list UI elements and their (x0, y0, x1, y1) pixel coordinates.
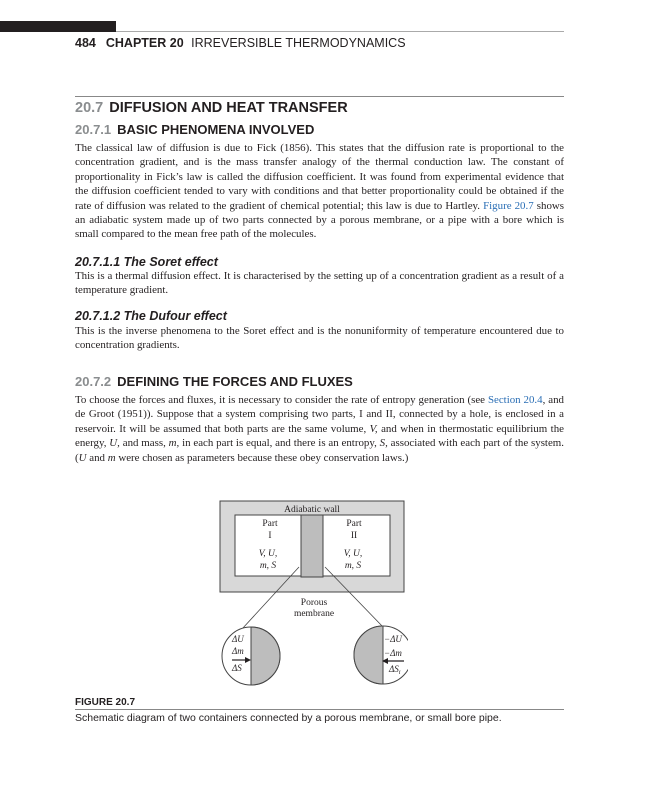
section-link[interactable]: Section 20.4 (487, 394, 543, 406)
section-number: 20.7 (75, 100, 104, 116)
part-1-number: I (268, 531, 272, 541)
soret-paragraph: This is a thermal diffusion effect. It is characterised by the setting up of a concentration gradient as a result of a temperature gradient. (75, 270, 564, 297)
chapter-number: CHAPTER 20 (105, 36, 184, 50)
porous-label-line-1: Porous (300, 598, 328, 608)
subsection-number-2: 20.7.2 (75, 374, 112, 389)
adiabatic-wall-label: Adiabatic wall (284, 505, 340, 515)
subsection-heading-1 (75, 122, 314, 137)
subsection-title-1: BASIC PHENOMENA INVOLVED (117, 122, 315, 137)
part-2-vars-line-2: m, S (344, 561, 362, 571)
porous-membrane (301, 515, 323, 577)
figure-label: FIGURE 20.7 (75, 697, 136, 708)
section-rule (75, 96, 564, 97)
right-delta-s: $\Delta S_i$ (389, 664, 401, 676)
caption-rule (75, 709, 564, 710)
section-heading (75, 100, 348, 116)
header-rule (116, 31, 564, 32)
dufour-heading: 20.7.1.2 The Dufour effect (75, 309, 227, 323)
subsection-title-2: DEFINING THE FORCES AND FLUXES (117, 374, 353, 389)
part-2-label: Part (346, 519, 362, 529)
header-bar (0, 21, 116, 32)
left-delta-m: Δm (232, 646, 244, 656)
page-number: 484 (75, 36, 96, 50)
right-membrane-half (354, 626, 383, 684)
part-1-label: Part (262, 519, 278, 529)
dufour-paragraph: This is the inverse phenomena to the Soret effect and is the nonuniformity of temperature encountered due to concentration gradients. (75, 325, 564, 352)
running-head (75, 36, 406, 50)
left-delta-u: ΔU (232, 634, 244, 644)
section-title: DIFFUSION AND HEAT TRANSFER (109, 100, 348, 116)
right-delta-m: −Δm (384, 648, 402, 658)
part-2-vars-line-1: V, U, (343, 549, 363, 559)
subsection-heading-2 (75, 374, 353, 389)
chapter-title: IRREVERSIBLE THERMODYNAMICS (191, 36, 406, 50)
part-1-vars-line-1: V, U, (258, 549, 278, 559)
soret-heading: 20.7.1.1 The Soret effect (75, 255, 218, 269)
porous-label-line-2: membrane (293, 609, 335, 619)
left-delta-s: ΔS (232, 663, 242, 673)
paragraph-basic-phenomena: The classical law of diffusion is due to Fick (1856). This states that the diffusion rate is proportional to the concentration gradient, and is the mass transfer analogy of the thermal conduction law. The constant of proportionality in Fick’s law is called the diffusion coefficient. It was found from experimental evidence that the diffusion coefficient tended to vary with conditions and that better proportionality could be obtained if the rate of diffusion was related to the gradient of chemical potential; this law is due to Hartley. Figure 20.7 shows an adiabatic system made up of two parts connected by a porous membrane, or a pipe with a bore which is small compared to the mean free path of the molecules. (75, 142, 564, 241)
part-2-number: II (350, 531, 358, 541)
right-delta-u: −ΔU (384, 634, 402, 644)
figure-link[interactable]: Figure 20.7 (483, 199, 534, 212)
subsection-number-1: 20.7.1 (75, 122, 112, 137)
figure-diagram (218, 498, 408, 693)
paragraph-forces-fluxes: To choose the forces and fluxes, it is necessary to consider the rate of entropy generation (see Section 20.4, and de Groot (1951)). Suppose that a system comprising two parts, I and II, connected by a hole, is enclosed in a reservoir. It will be assumed that both parts are the same volume, V, and when in thermostatic equilibrium the energy, U, and mass, m, in each part is equal, and there is an entropy, S, associated with each part of the system. (U and m were chosen as parameters because these obey conservation laws.) (75, 394, 564, 464)
figure-caption: Schematic diagram of two containers connected by a porous membrane, or small bore pipe. (75, 712, 502, 724)
part-1-vars-line-2: m, S (259, 561, 277, 571)
left-membrane-half (251, 627, 280, 685)
